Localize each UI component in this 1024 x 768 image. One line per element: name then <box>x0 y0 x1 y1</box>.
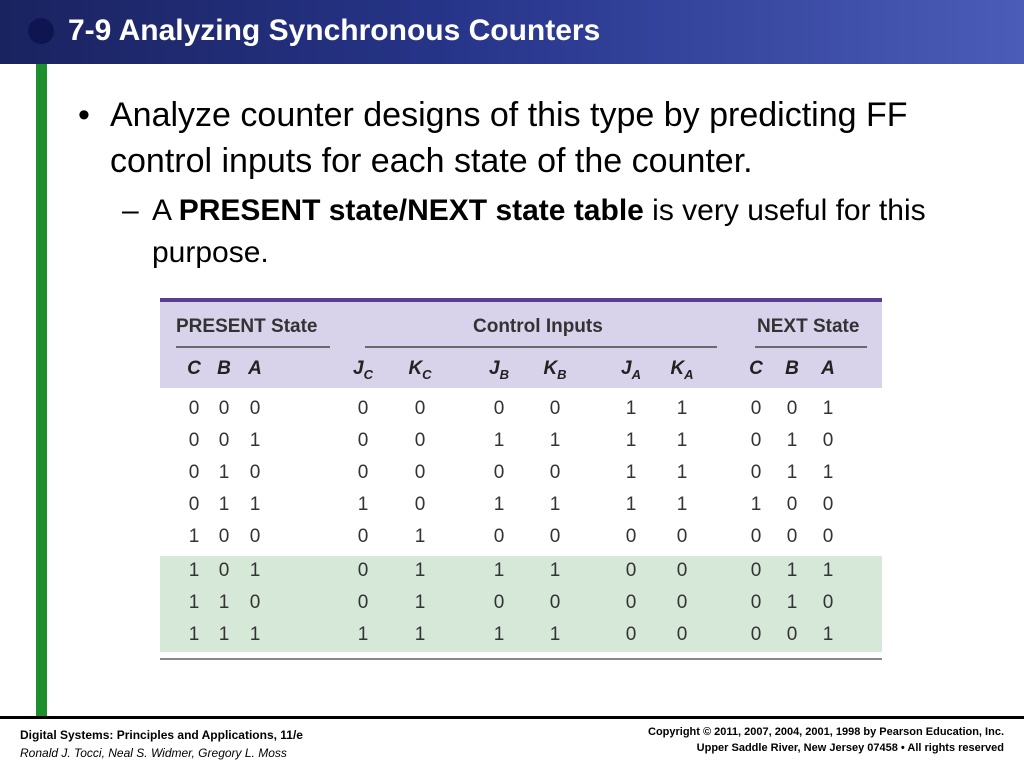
column-header-base: J <box>621 358 632 379</box>
table-cell: 1 <box>549 624 561 645</box>
table-cell: 1 <box>493 624 505 645</box>
column-header <box>479 358 519 382</box>
slide-title: 7-9 Analyzing Synchronous Counters <box>68 14 601 47</box>
table-cell: 0 <box>750 592 762 613</box>
table-cell: 1 <box>414 526 426 547</box>
table-cell: 0 <box>549 462 561 483</box>
table-cell: 1 <box>549 560 561 581</box>
table-cell: 0 <box>188 398 200 419</box>
table-cell: 1 <box>357 494 369 515</box>
table-cell: 1 <box>822 624 834 645</box>
table-cell: 0 <box>188 462 200 483</box>
table-cell: 0 <box>493 398 505 419</box>
column-header-subscript: B <box>557 366 567 382</box>
table-cell: 1 <box>249 430 261 451</box>
footer-rule <box>0 716 1024 719</box>
table-cell: 0 <box>218 398 230 419</box>
table-cell: 0 <box>822 526 834 547</box>
table-cell: 1 <box>414 560 426 581</box>
bullet-dot: • <box>78 96 90 134</box>
column-header-subscript: B <box>499 366 509 382</box>
column-header <box>772 358 812 380</box>
table-cell: 1 <box>822 560 834 581</box>
table-cell: 0 <box>549 592 561 613</box>
column-header <box>736 358 776 380</box>
table-cell: 1 <box>249 560 261 581</box>
table-cell: 0 <box>625 526 637 547</box>
title-bar <box>0 0 1024 64</box>
column-header <box>611 358 651 382</box>
column-header <box>235 358 275 380</box>
table-cell: 0 <box>750 624 762 645</box>
column-header-subscript: C <box>422 366 432 382</box>
table-cell: 1 <box>249 624 261 645</box>
table-cell: 1 <box>493 430 505 451</box>
table-cell: 1 <box>188 526 200 547</box>
table-cell: 0 <box>493 592 505 613</box>
table-cell: 0 <box>414 494 426 515</box>
column-header-base: A <box>821 358 835 379</box>
sub-bullet-prefix: A <box>152 194 179 227</box>
group-present-state: PRESENT State <box>176 316 318 337</box>
table-cell: 0 <box>750 398 762 419</box>
main-bullet-text: Analyze counter designs of this type by predicting FF control inputs for each state of the counter. <box>110 96 908 180</box>
table-cell: 0 <box>786 624 798 645</box>
table-cell: 1 <box>188 624 200 645</box>
table-cell: 0 <box>218 430 230 451</box>
sub-bullet-dash: – <box>122 194 139 227</box>
table-cell: 1 <box>625 398 637 419</box>
table-cell: 0 <box>357 398 369 419</box>
table-cell: 0 <box>249 462 261 483</box>
table-cell: 1 <box>218 592 230 613</box>
table-cell: 0 <box>357 526 369 547</box>
column-header <box>662 358 702 382</box>
table-header <box>160 302 882 388</box>
table-cell: 1 <box>625 494 637 515</box>
group-underline-control <box>365 346 717 348</box>
table-cell: 0 <box>249 398 261 419</box>
table-cell: 1 <box>188 592 200 613</box>
table-cell: 1 <box>249 494 261 515</box>
table-row <box>160 490 882 522</box>
sub-bullet-bold: PRESENT state/NEXT state table <box>178 194 644 227</box>
table-cell: 0 <box>357 430 369 451</box>
column-header-base: C <box>749 358 763 379</box>
column-header-base: C <box>187 358 201 379</box>
table-cell: 0 <box>786 398 798 419</box>
table-cell: 0 <box>493 462 505 483</box>
table-cell: 1 <box>414 624 426 645</box>
table-cell: 0 <box>676 624 688 645</box>
table-cell: 0 <box>750 462 762 483</box>
table-cell: 0 <box>357 560 369 581</box>
table-cell: 0 <box>676 592 688 613</box>
table-row <box>160 522 882 554</box>
footer-copyright: Copyright © 2011, 2007, 2004, 2001, 1998 by Pearson Education, Inc. <box>648 726 1004 738</box>
table-cell: 1 <box>493 494 505 515</box>
table-cell: 1 <box>676 462 688 483</box>
column-header-base: B <box>217 358 231 379</box>
column-header-subscript: A <box>684 366 694 382</box>
column-header <box>343 358 383 382</box>
table-cell: 0 <box>414 430 426 451</box>
table-cell: 0 <box>549 526 561 547</box>
table-cell: 0 <box>786 494 798 515</box>
table-row <box>160 588 882 620</box>
table-cell: 0 <box>218 560 230 581</box>
table-row <box>160 620 882 652</box>
table-cell: 0 <box>625 624 637 645</box>
table-cell: 0 <box>414 462 426 483</box>
group-control-inputs: Control Inputs <box>473 316 603 337</box>
column-header-base: K <box>670 358 685 379</box>
group-next-state: NEXT State <box>757 316 860 337</box>
table-cell: 0 <box>249 592 261 613</box>
sub-bullet-suffix: is very useful for this purpose. <box>152 194 926 269</box>
group-underline-present <box>176 346 330 348</box>
table-cell: 0 <box>750 430 762 451</box>
table-cell: 0 <box>750 560 762 581</box>
table-cell: 1 <box>218 494 230 515</box>
table-row <box>160 394 882 426</box>
table-cell: 1 <box>493 560 505 581</box>
table-cell: 0 <box>549 398 561 419</box>
table-cell: 0 <box>822 494 834 515</box>
table-cell: 1 <box>549 494 561 515</box>
table-cell: 1 <box>549 430 561 451</box>
column-header-subscript: A <box>631 366 641 382</box>
table-cell: 1 <box>822 398 834 419</box>
title-bullet-dot <box>28 18 54 44</box>
table-cell: 1 <box>786 462 798 483</box>
table-cell: 1 <box>750 494 762 515</box>
column-header-base: K <box>543 358 558 379</box>
table-cell: 1 <box>822 462 834 483</box>
table-cell: 0 <box>414 398 426 419</box>
table-cell: 1 <box>625 430 637 451</box>
table-cell: 1 <box>676 398 688 419</box>
table-bottom-rule <box>160 658 882 660</box>
table-row <box>160 556 882 588</box>
state-table <box>160 298 882 660</box>
table-cell: 1 <box>676 430 688 451</box>
table-cell: 0 <box>357 462 369 483</box>
table-cell: 0 <box>676 526 688 547</box>
table-cell: 1 <box>188 560 200 581</box>
table-cell: 0 <box>676 560 688 581</box>
table-row <box>160 426 882 458</box>
table-cell: 0 <box>249 526 261 547</box>
table-cell: 0 <box>625 560 637 581</box>
column-header-base: B <box>785 358 799 379</box>
sub-bullet-text <box>152 190 982 274</box>
table-cell: 1 <box>786 560 798 581</box>
accent-bar <box>36 64 47 716</box>
table-cell: 1 <box>625 462 637 483</box>
table-cell: 1 <box>218 462 230 483</box>
table-cell: 0 <box>218 526 230 547</box>
table-cell: 1 <box>786 430 798 451</box>
column-header <box>400 358 440 382</box>
footer-book-title: Digital Systems: Principles and Applications, 11/e <box>20 728 303 742</box>
column-header-base: J <box>353 358 364 379</box>
table-cell: 0 <box>750 526 762 547</box>
column-header-base: K <box>408 358 423 379</box>
table-cell: 0 <box>188 494 200 515</box>
column-header <box>808 358 848 380</box>
table-cell: 0 <box>493 526 505 547</box>
table-cell: 0 <box>188 430 200 451</box>
table-cell: 0 <box>786 526 798 547</box>
group-underline-next <box>755 346 867 348</box>
table-cell: 1 <box>786 592 798 613</box>
table-cell: 0 <box>357 592 369 613</box>
table-cell: 0 <box>822 592 834 613</box>
table-cell: 0 <box>625 592 637 613</box>
footer-publisher: Upper Saddle River, New Jersey 07458 • All rights reserved <box>696 742 1004 754</box>
table-cell: 1 <box>676 494 688 515</box>
table-cell: 0 <box>822 430 834 451</box>
table-cell: 1 <box>218 624 230 645</box>
column-header-base: J <box>489 358 500 379</box>
table-row <box>160 458 882 490</box>
table-cell: 1 <box>357 624 369 645</box>
table-cell: 1 <box>414 592 426 613</box>
footer-authors: Ronald J. Tocci, Neal S. Widmer, Gregory L. Moss <box>20 746 287 760</box>
column-header-base: A <box>248 358 262 379</box>
column-header <box>535 358 575 382</box>
column-header-subscript: C <box>363 366 373 382</box>
